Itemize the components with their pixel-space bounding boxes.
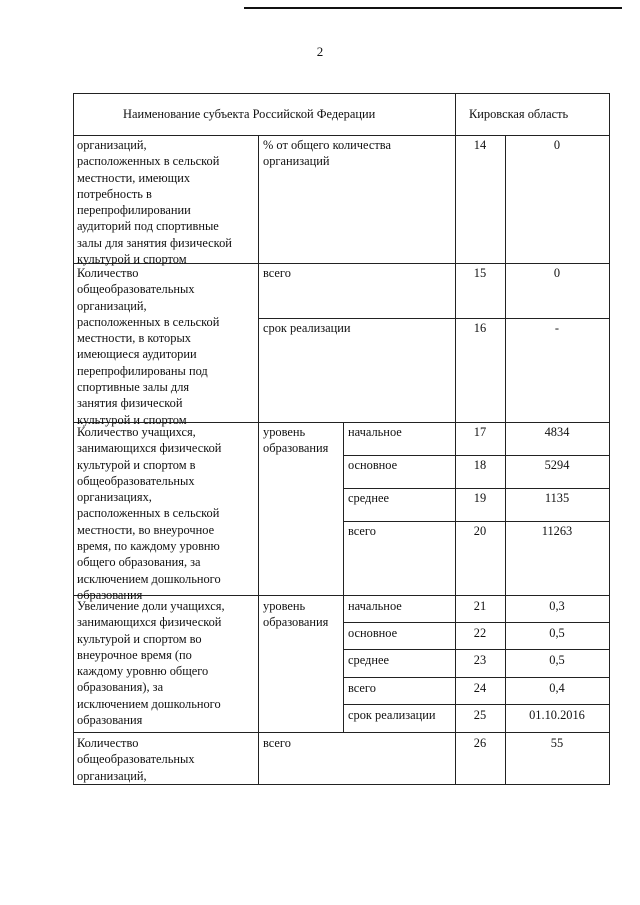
code-cell: 14 bbox=[473, 138, 487, 152]
unit-cell: всего bbox=[263, 736, 291, 750]
row-divider bbox=[343, 622, 610, 623]
level-cell: основное bbox=[348, 458, 398, 472]
header-subject-label: Наименование субъекта Российской Федерации bbox=[123, 107, 376, 121]
row-divider bbox=[343, 704, 610, 705]
code-cell: 16 bbox=[473, 321, 487, 335]
unit-cell: уровень образования bbox=[263, 425, 329, 456]
value-cell: 0,5 bbox=[549, 653, 565, 667]
row-divider bbox=[258, 318, 610, 319]
value-cell: - bbox=[554, 321, 560, 335]
code-cell: 18 bbox=[473, 458, 487, 472]
value-cell: 0 bbox=[553, 266, 561, 280]
code-cell: 26 bbox=[473, 736, 487, 750]
level-cell: всего bbox=[348, 681, 376, 695]
row-divider bbox=[343, 488, 610, 489]
value-cell: 01.10.2016 bbox=[529, 708, 585, 722]
indicator-cell: Увеличение доли учащихся, занимающихся физической культурой и спортом во внеурочное время (по каждому уровню общего образования), за исключением дошкольного образования bbox=[77, 599, 225, 728]
code-cell: 21 bbox=[473, 599, 487, 613]
code-cell: 15 bbox=[473, 266, 487, 280]
value-cell: 0,5 bbox=[549, 626, 565, 640]
code-cell: 17 bbox=[473, 425, 487, 439]
value-cell: 0,4 bbox=[549, 681, 565, 695]
indicator-cell: Количество учащихся, занимающихся физической культурой и спортом в общеобразовательных организациях, расположенных в сельской местности, во внеурочное время, по каждому уровню общего образования, за исключением дошкольного образования bbox=[77, 425, 222, 602]
value-cell: 4834 bbox=[544, 425, 570, 439]
code-cell: 23 bbox=[473, 653, 487, 667]
col-divider bbox=[258, 135, 259, 784]
value-cell: 0,3 bbox=[549, 599, 565, 613]
indicator-cell: Количество общеобразовательных организаций, bbox=[77, 736, 195, 783]
value-cell: 0 bbox=[553, 138, 561, 152]
level-cell: срок реализации bbox=[348, 708, 436, 722]
unit-cell: уровень образования bbox=[263, 599, 329, 630]
col-divider bbox=[343, 422, 344, 732]
indicator-cell: организаций, расположенных в сельской местности, имеющих потребность в перепрофилировании аудиторий под спортивные залы для занятия физической культурой и спортом bbox=[77, 138, 232, 267]
code-cell: 22 bbox=[473, 626, 487, 640]
row-divider bbox=[343, 455, 610, 456]
unit-cell: всего bbox=[263, 266, 291, 280]
row-divider bbox=[343, 677, 610, 678]
level-cell: основное bbox=[348, 626, 398, 640]
code-cell: 24 bbox=[473, 681, 487, 695]
header-divider bbox=[73, 135, 610, 136]
table-border-top bbox=[73, 93, 610, 94]
level-cell: среднее bbox=[348, 653, 389, 667]
indicator-cell: Количество общеобразовательных организаций, расположенных в сельской местности, в которых имеющиеся аудитории перепрофилированы под спортивные залы для занятия физической культурой и спортом bbox=[77, 266, 220, 427]
unit-cell: % от общего количества организаций bbox=[263, 138, 391, 169]
table-border-bottom bbox=[73, 784, 610, 785]
row-divider bbox=[73, 732, 610, 733]
row-divider bbox=[343, 521, 610, 522]
table-border-left bbox=[73, 93, 74, 784]
level-cell: среднее bbox=[348, 491, 389, 505]
level-cell: начальное bbox=[348, 425, 402, 439]
value-cell: 5294 bbox=[544, 458, 570, 472]
code-cell: 19 bbox=[473, 491, 487, 505]
value-cell: 55 bbox=[550, 736, 564, 750]
row-divider bbox=[343, 649, 610, 650]
unit-cell: срок реализации bbox=[263, 321, 351, 335]
code-cell: 20 bbox=[473, 524, 487, 538]
table-border-right bbox=[609, 93, 610, 784]
level-cell: начальное bbox=[348, 599, 402, 613]
header-region: Кировская область bbox=[469, 107, 569, 121]
level-cell: всего bbox=[348, 524, 376, 538]
code-cell: 25 bbox=[473, 708, 487, 722]
page-number: 2 bbox=[316, 44, 324, 59]
value-cell: 1135 bbox=[544, 491, 570, 505]
value-cell: 11263 bbox=[541, 524, 573, 538]
